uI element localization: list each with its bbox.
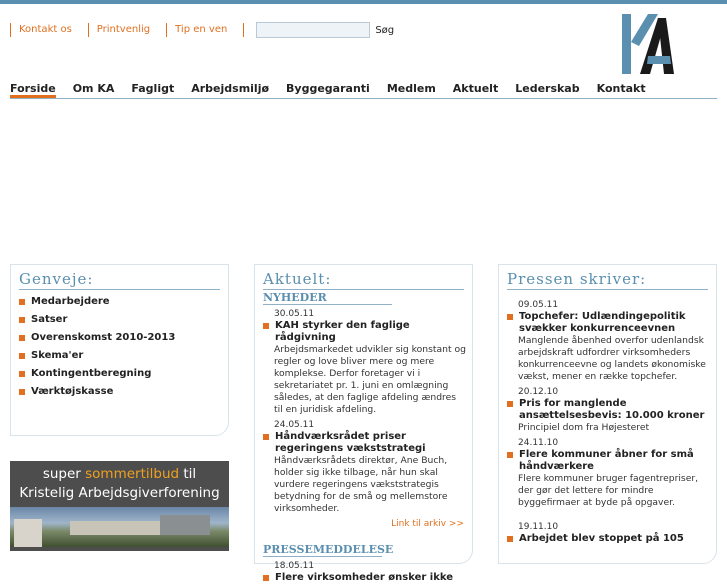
press-item <box>507 386 710 434</box>
bullet-icon <box>263 323 269 329</box>
press-date: 09.05.11 <box>518 300 559 310</box>
nav-byggegaranti[interactable]: Byggegaranti <box>286 82 370 95</box>
press-title: Pris for manglende ansættelsesbevis: 10.000 kroner <box>519 398 705 421</box>
aktuelt-panel <box>254 264 473 583</box>
banner-text-a: super <box>42 466 81 482</box>
bullet-icon <box>19 371 25 377</box>
press-release-title: Flere virksomheder ønsker ikke <box>275 572 454 583</box>
press-date: 19.11.10 <box>518 522 559 532</box>
press-title: Flere kommuner åbner for små håndværkere <box>519 449 694 472</box>
pressen-panel <box>498 264 717 564</box>
contact-link[interactable]: Kontakt os <box>10 23 88 37</box>
press-title-link[interactable] <box>507 449 710 473</box>
utility-links <box>10 22 394 38</box>
pressemeddelelse-heading: PRESSEMEDDELESE <box>263 543 394 556</box>
press-date: 20.12.10 <box>518 387 559 397</box>
nav-medlem[interactable]: Medlem <box>386 82 436 95</box>
banner-line-1 <box>10 466 229 482</box>
news-date: 24.05.11 <box>274 420 315 430</box>
banner-highlight: sommertilbud <box>85 466 180 482</box>
bullet-icon <box>507 452 513 458</box>
genveje-item-label: Værktøjskasse <box>31 386 114 397</box>
nav-lederskab[interactable]: Lederskab <box>515 82 580 95</box>
bullet-icon <box>19 317 25 323</box>
genveje-item-skemaer[interactable] <box>19 350 228 361</box>
nav-aktuelt[interactable]: Aktuelt <box>452 82 499 95</box>
genveje-item-label: Skema'er <box>31 350 84 361</box>
genveje-panel <box>10 264 229 436</box>
bullet-icon <box>19 335 25 341</box>
archive-link[interactable]: Link til arkiv >> <box>391 519 464 529</box>
press-title: Arbejdet blev stoppet på 105 <box>519 533 684 544</box>
logo-bar-left <box>622 14 631 74</box>
main-navigation <box>10 82 663 98</box>
tip-friend-link[interactable]: Tip en ven <box>166 23 243 37</box>
aktuelt-title: Aktuelt: <box>263 270 464 290</box>
news-title-link[interactable] <box>263 431 466 455</box>
press-date: 24.11.10 <box>518 438 559 448</box>
press-title-link[interactable] <box>507 533 710 545</box>
press-item <box>507 521 710 545</box>
genveje-title: Genveje: <box>19 270 220 290</box>
bullet-icon <box>507 401 513 407</box>
genveje-item-label: Overenskomst 2010-2013 <box>31 332 176 343</box>
genveje-item-medarbejdere[interactable] <box>19 296 228 307</box>
genveje-item-overenskomst[interactable] <box>19 332 228 343</box>
genveje-item-satser[interactable] <box>19 314 228 325</box>
nav-om-ka[interactable]: Om KA <box>72 82 115 95</box>
bullet-icon <box>263 575 269 581</box>
bullet-icon <box>19 299 25 305</box>
news-title: Håndværksrådet priser regeringens vækststrategi <box>275 431 426 454</box>
search-button[interactable]: Søg <box>375 24 395 36</box>
genveje-item-label: Kontingentberegning <box>31 368 152 379</box>
press-release-date: 18.05.11 <box>274 561 315 571</box>
bullet-icon <box>263 434 269 440</box>
bullet-icon <box>19 389 25 395</box>
press-body: Flere kommuner bruger fagentrepriser, der gør det lettere for mindre byggefirmaer at byde på opgaver. <box>518 473 699 508</box>
genveje-item-vaerktojskasse[interactable] <box>19 386 228 397</box>
press-title-link[interactable] <box>507 311 710 335</box>
bullet-icon <box>507 536 513 542</box>
genveje-item-label: Satser <box>31 314 68 325</box>
logo-a-right <box>658 18 674 74</box>
search-input[interactable] <box>256 22 370 38</box>
bullet-icon <box>19 353 25 359</box>
news-title: KAH styrker den faglige rådgivning <box>275 320 410 343</box>
genveje-item-kontingent[interactable] <box>19 368 228 379</box>
bullet-icon <box>507 314 513 320</box>
promo-banner[interactable] <box>10 461 229 551</box>
nav-arbejdsmiljo[interactable]: Arbejdsmiljø <box>191 82 270 95</box>
banner-building-2 <box>160 515 210 535</box>
press-title-link[interactable] <box>507 398 710 422</box>
nav-divider <box>10 98 717 99</box>
banner-interior <box>14 519 42 547</box>
ka-logo[interactable] <box>620 12 676 76</box>
press-release-item <box>263 560 466 584</box>
news-date: 30.05.11 <box>274 309 315 319</box>
top-accent-bar <box>0 0 727 4</box>
nyheder-heading: NYHEDER <box>263 291 392 305</box>
press-item <box>507 437 710 509</box>
genveje-item-label: Medarbejdere <box>31 296 110 307</box>
pressen-title: Pressen skriver: <box>507 270 708 290</box>
news-title-link[interactable] <box>263 320 466 344</box>
banner-building <box>70 521 170 535</box>
utility-separator <box>243 23 244 37</box>
nav-fagligt[interactable]: Fagligt <box>131 82 175 95</box>
logo-a-crossbar <box>647 56 671 64</box>
press-release-title-link[interactable] <box>263 572 466 584</box>
press-body: Manglende åbenhed overfor udenlandsk arbejdskraft udfordrer virksomheders konkurrenceevne og landets økonomiske vækst, mener en række topchefer. <box>518 335 706 382</box>
press-title: Topchefer: Udlændingepolitik svækker konkurrenceevnen <box>519 311 686 334</box>
nav-kontakt[interactable]: Kontakt <box>596 82 646 95</box>
nav-forside[interactable]: Forside <box>10 82 56 98</box>
banner-line-2: Kristelig Arbejdsgiverforening <box>19 485 220 501</box>
press-body: Principiel dom fra Højesteret <box>518 422 650 433</box>
news-item <box>263 308 466 416</box>
news-body: Arbejdsmarkedet udvikler sig konstant og regler og love bliver mere og mere komplekse. Derfor foretager vi i sekretariatet pr. 1. juni en omlægning således, at den faglige afdeling ændres til en juridisk afdeling. <box>274 344 466 415</box>
news-item <box>263 419 466 515</box>
print-link[interactable]: Printvenlig <box>88 23 166 37</box>
genveje-list <box>19 296 228 397</box>
news-body: Håndværksrådets direktør, Ane Buch, holder sig ikke tilbage, når hun skal vurdere regeringens vækststrategis betydning for de små og mellemstore virksomheder. <box>274 455 448 514</box>
press-item <box>507 299 710 383</box>
banner-text-c: til <box>183 466 197 482</box>
